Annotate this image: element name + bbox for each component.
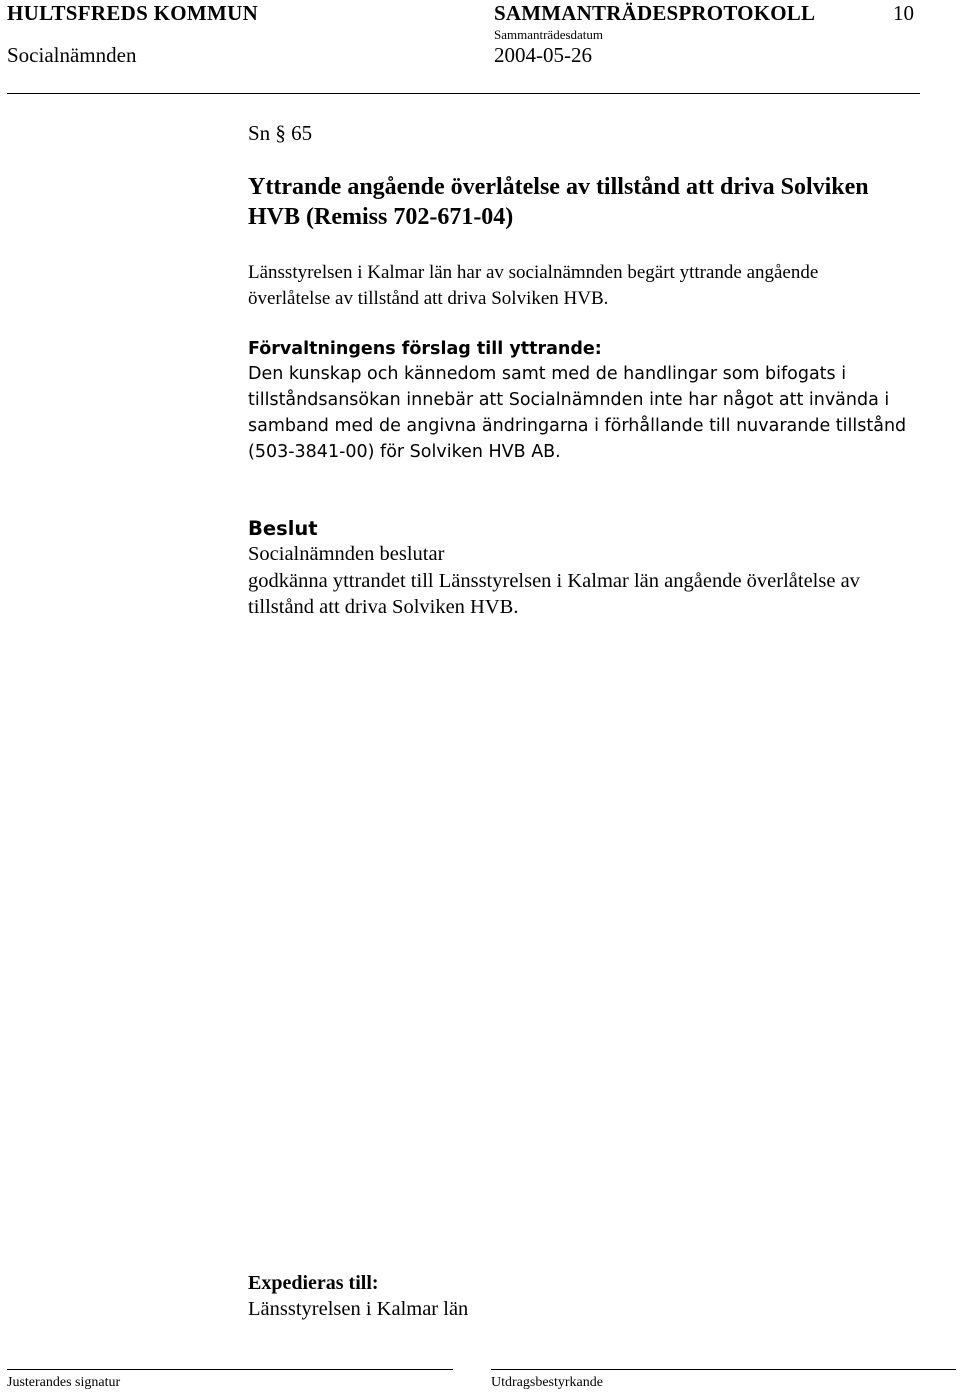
- intro-line: överlåtelse av tillstånd att driva Solviken HVB.: [248, 288, 609, 309]
- proposal-heading: Förvaltningens förslag till yttrande:: [248, 339, 602, 359]
- meeting-date-label: Sammanträdesdatum: [494, 27, 604, 42]
- document-type: SAMMANTRÄDESPROTOKOLL: [494, 1, 816, 25]
- header-divider: [7, 93, 920, 94]
- section-title-line: Yttrande angående överlåtelse av tillstånd att driva Solviken: [248, 174, 869, 200]
- intro-line: Länsstyrelsen i Kalmar län har av socialnämnden begärt yttrande angående: [248, 262, 819, 283]
- organization-name: HULTSFREDS KOMMUN: [7, 1, 259, 25]
- extract-label: Utdragsbestyrkande: [491, 1375, 603, 1390]
- dispatch-recipient: Länsstyrelsen i Kalmar län: [248, 1298, 469, 1320]
- page-number: 10: [893, 1, 914, 25]
- proposal-line: samband med de angivna ändringarna i förhållande till nuvarande tillstånd: [248, 416, 907, 436]
- section-number: Sn § 65: [248, 121, 313, 145]
- decision-heading: Beslut: [248, 517, 318, 540]
- meeting-date: 2004-05-26: [494, 43, 592, 67]
- decision-line: godkänna yttrandet till Länsstyrelsen i Kalmar län angående överlåtelse av: [248, 570, 860, 592]
- dispatch-heading: Expedieras till:: [248, 1272, 379, 1294]
- department-name: Socialnämnden: [7, 43, 137, 67]
- proposal-line: Den kunskap och kännedom samt med de handlingar som bifogats i: [248, 364, 847, 384]
- section-title-line: HVB (Remiss 702-671-04): [248, 204, 514, 230]
- signature-label: Justerandes signatur: [7, 1375, 121, 1390]
- proposal-line: tillståndsansökan innebär att Socialnämnden inte har något att invända i: [248, 390, 890, 410]
- decision-line: tillstånd att driva Solviken HVB.: [248, 596, 519, 618]
- signature-line: [7, 1369, 453, 1370]
- decision-line: Socialnämnden beslutar: [248, 543, 445, 565]
- extract-line: [491, 1369, 956, 1370]
- proposal-line: (503-3841-00) för Solviken HVB AB.: [248, 442, 561, 462]
